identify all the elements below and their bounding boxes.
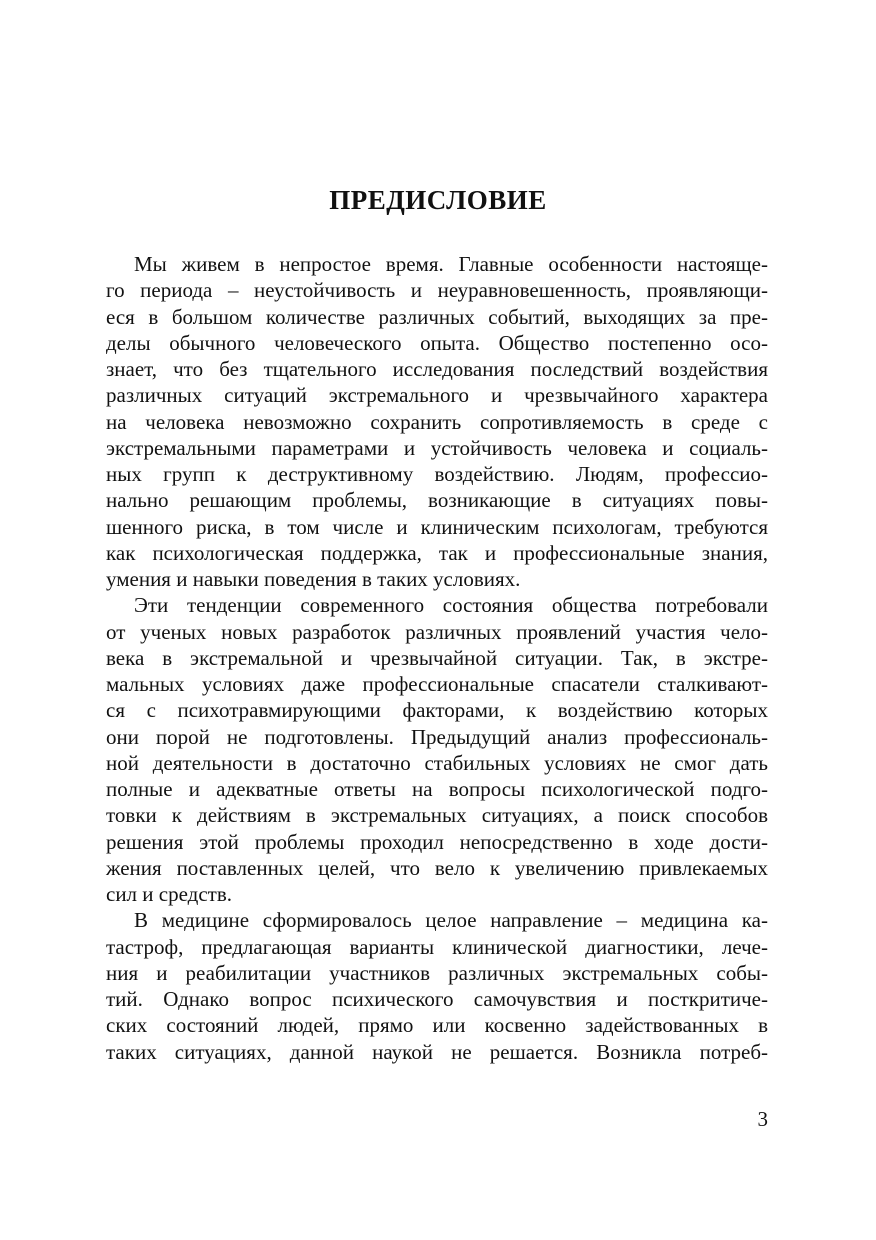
text-line: ной деятельности в достаточно стабильных условиях не смог дать <box>106 750 768 775</box>
text-line: ских состояний людей, прямо или косвенно задействованных в <box>106 1013 768 1038</box>
preface-body <box>106 251 768 1065</box>
text-line: тастроф, предлагающая варианты клинической диагностики, лече- <box>106 934 768 959</box>
text-line: различных ситуаций экстремального и чрезвычайного характера <box>106 383 768 408</box>
page-number: 3 <box>757 1107 768 1131</box>
text-line: еся в большом количестве различных событий, выходящих за пре- <box>106 304 768 329</box>
text-line: ния и реабилитации участников различных экстремальных собы- <box>106 960 768 985</box>
text-line: умения и навыки поведения в таких условиях. <box>106 567 521 591</box>
text-line: ных групп к деструктивному воздействию. Людям, профессио- <box>106 462 768 486</box>
text-line: делы обычного человеческого опыта. Общество постепенно осо- <box>106 330 768 355</box>
text-line: Эти тенденции современного состояния общества потребовали <box>134 593 768 618</box>
text-line: экстремальными параметрами и устойчивость человека и социаль- <box>106 435 768 460</box>
text-line: В медицине сформировалось целое направление – медицина ка- <box>134 908 768 933</box>
text-line: Мы живем в непростое время. Главные особенности настояще- <box>134 252 768 276</box>
text-line: мальных условиях даже профессиональные спасатели сталкивают- <box>106 672 768 696</box>
text-line: полные и адекватные ответы на вопросы психологической подго- <box>106 777 768 801</box>
text-line: решения этой проблемы проходил непосредственно в ходе дости- <box>106 829 768 854</box>
text-line: ся с психотравмирующими факторами, к воздействию которых <box>106 698 768 723</box>
text-line: века в экстремальной и чрезвычайной ситуации. Так, в экстре- <box>106 645 768 670</box>
text-line: тий. Однако вопрос психического самочувствия и посткритиче- <box>106 987 768 1011</box>
text-line: таких ситуациях, данной наукой не решается. Возникла потреб- <box>106 1039 768 1064</box>
text-line: от ученых новых разработок различных проявлений участия чело- <box>106 619 768 644</box>
text-line: они порой не подготовлены. Предыдущий анализ профессиональ- <box>106 724 768 749</box>
text-line: жения поставленных целей, что вело к увеличению привлекаемых <box>106 855 768 880</box>
text-line: нально решающим проблемы, возникающие в ситуациях повы- <box>106 488 768 513</box>
text-line: как психологическая поддержка, так и профессиональные знания, <box>106 540 768 565</box>
text-line: шенного риска, в том числе и клиническим психологам, требуются <box>106 514 768 539</box>
text-line: го периода – неустойчивость и неуравновешенность, проявляющи- <box>106 278 768 303</box>
text-line: сил и средств. <box>106 882 232 906</box>
text-line: знает, что без тщательного исследования последствий воздействия <box>106 357 768 381</box>
text-line: на человека невозможно сохранить сопротивляемость в среде с <box>106 409 768 434</box>
text-line: товки к действиям в экстремальных ситуациях, а поиск способов <box>106 803 768 828</box>
page-title: ПРЕДИСЛОВИЕ <box>329 185 547 215</box>
